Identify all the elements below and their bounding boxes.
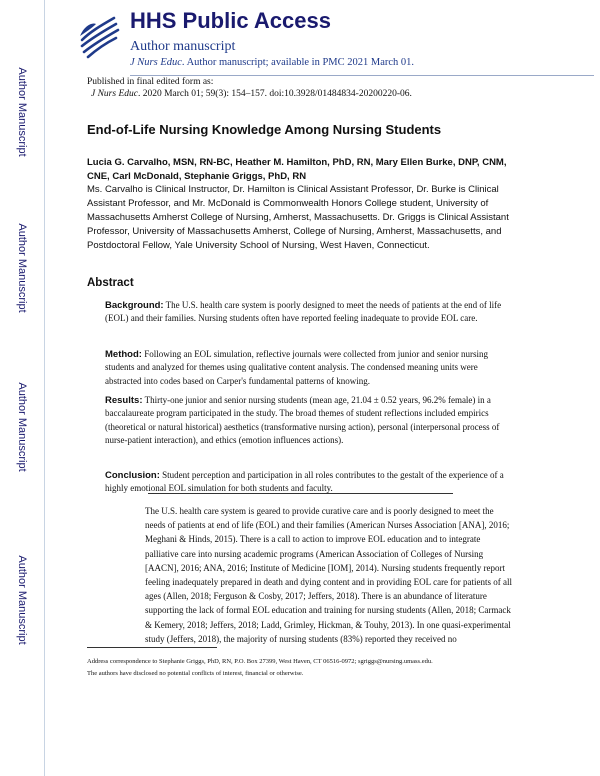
journal-name: J Nurs Educ xyxy=(130,57,182,68)
correspondence-footnote: Address correspondence to Stephanie Griggs, PhD, RN, P.O. Box 27399, West Haven, CT 06516-0972; sgriggs@nursing.umass.edu. xyxy=(87,658,433,665)
citation-text: . 2020 March 01; 59(3): 154–157. doi:10.3928/01484834-20200220-06. xyxy=(137,89,412,99)
availability-line xyxy=(130,57,414,68)
results-label: Results: xyxy=(105,395,143,406)
hhs-eagle-logo-icon xyxy=(74,10,122,62)
conclusion-label: Conclusion: xyxy=(105,470,160,481)
sidebar-label: Author Manuscript xyxy=(16,382,28,472)
availability-text: . Author manuscript; available in PMC 2021 March 01. xyxy=(181,57,415,68)
background-text: The U.S. health care system is poorly designed to meet the needs of patients at the end of life (EOL) and their families. Nursing students often have reported feeling inadequate to provide EOL care. xyxy=(105,300,502,324)
abstract-conclusion xyxy=(105,469,515,496)
sidebar-divider xyxy=(44,0,45,776)
published-in-block xyxy=(87,76,412,100)
hhs-public-access-title: HHS Public Access xyxy=(130,8,331,33)
published-label: Published in final edited form as: xyxy=(87,77,214,87)
abstract-results xyxy=(105,394,515,447)
abstract-background xyxy=(105,299,515,326)
manuscript-sidebar xyxy=(0,0,46,776)
citation-journal: J Nurs Educ xyxy=(91,89,138,99)
sidebar-label: Author Manuscript xyxy=(16,223,28,313)
citation-line xyxy=(87,88,412,100)
abstract-heading: Abstract xyxy=(87,277,134,289)
author-list: Lucia G. Carvalho, MSN, RN-BC, Heather M. Hamilton, PhD, RN, Mary Ellen Burke, DNP, CNM, CNE, Carl McDonald, Stephanie Griggs, PhD, RN xyxy=(87,157,507,182)
method-label: Method: xyxy=(105,349,142,360)
sidebar-label: Author Manuscript xyxy=(16,67,28,157)
sidebar-label: Author Manuscript xyxy=(16,555,28,645)
abstract-method xyxy=(105,348,515,388)
author-affiliations: Ms. Carvalho is Clinical Instructor, Dr. Hamilton is Clinical Assistant Professor, Dr. Burke is Clinical Assistant Professor, and Mr. McDonald is Commonwealth Honors College student, University of Massachusetts Amherst College of Nursing, Amherst, Massachusetts. Dr. Griggs is Clinical Assistant Professor, University of Massachusetts Amherst, College of Nursing, Amherst, Massachusetts, and Postdoctoral Fellow, Yale University School of Nursing, West Haven, Connecticut. xyxy=(87,184,509,251)
abstract-divider xyxy=(148,493,453,494)
body-paragraph: The U.S. health care system is geared to provide curative care and is poorly designed to meet the needs of patients at end of life (EOL) and their families (American Nurses Association [ANA], 2016; Meghani & Hinds, 2015). There is a call to action to improve EOL education and to integrate palliative care into nursing academic programs (American Association of Colleges of Nursing [AACN], 2016; ANA, 2016; Institute of Medicine [IOM], 2014). Nursing students frequently report feeling inadequately prepared in death and dying content and in providing EOL care for patients of all ages (Allen, 2018; Ferguson & Cosby, 2017; Jeffers, 2018). There is an abundance of literature supporting the lack of formal EOL education and training for nursing students (Allen, 2018; Carmack & Kemery, 2018; Jeffers, 2018; Ladd, Grimley, Hickman, & Touhy, 2013). In one quasi-experimental study (Jeffers, 2018), the majority of nursing students (83%) reported they received no xyxy=(145,506,513,644)
conclusion-text: Student perception and participation in all roles contributes to the gestalt of the experience of a highly emotional EOL simulation for both students and faculty. xyxy=(105,470,504,494)
page-header xyxy=(74,10,594,72)
author-manuscript-label: Author manuscript xyxy=(130,39,236,54)
results-text: Thirty-one junior and senior nursing students (mean age, 21.04 ± 0.52 years, 96.2% female) in a baccalaureate program participated in the study. The broad themes of student reflections included empirics (theoretical or natural historical) aesthetics (transformative nursing action), personal (interpersonal process of nurse-patient interaction), and ethics (emotion influences actions). xyxy=(105,395,500,445)
conflict-footnote: The authors have disclosed no potential conflicts of interest, financial or otherwise. xyxy=(87,670,304,677)
footnote-divider xyxy=(87,647,217,648)
article-title: End-of-Life Nursing Knowledge Among Nursing Students xyxy=(87,122,442,137)
method-text: Following an EOL simulation, reflective journals were collected from junior and senior nursing students and analyzed for themes using qualitative content analysis. The condensed meaning units were abstracted into codes based on Carper's fundamental patterns of knowing. xyxy=(105,349,489,386)
background-label: Background: xyxy=(105,300,164,311)
